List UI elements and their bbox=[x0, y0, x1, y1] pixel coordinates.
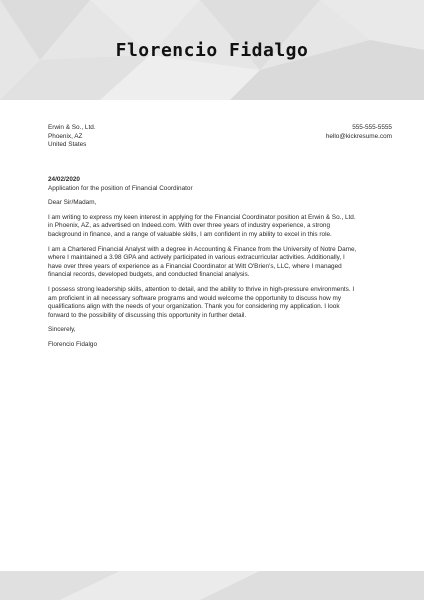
paragraph-2 bbox=[48, 246, 394, 280]
letter-closing: Sincerely, bbox=[48, 326, 76, 334]
paragraph-line: in Phoenix, AZ, as advertised on Indeed.com. With over three years of industry experience, a strong bbox=[48, 222, 331, 230]
recipient-country: United States bbox=[48, 141, 87, 149]
phone-number: 555-555-5555 bbox=[352, 124, 392, 131]
recipient-city: Phoenix, AZ bbox=[48, 132, 83, 140]
header-banner bbox=[0, 0, 424, 100]
applicant-name: Florencio Fidalgo bbox=[115, 40, 309, 61]
paragraph-1 bbox=[48, 214, 394, 240]
paragraph-line: background in finance, and a range of valuable skills, I am confident in my ability to excel in this role. bbox=[48, 230, 332, 238]
paragraph-line: where I maintained a 3.98 GPA and actively participated in various extracurricular activities. Additionally, I bbox=[48, 254, 345, 262]
footer-banner bbox=[0, 571, 424, 600]
paragraph-line: financial records, developed budgets, and conducted financial analysis. bbox=[48, 271, 250, 279]
paragraph-line: forward to the possibility of discussing this opportunity in further detail. bbox=[48, 311, 247, 319]
recipient-company: Erwin & So., Ltd. bbox=[48, 124, 96, 131]
letter-salutation: Dear Sir/Madam, bbox=[48, 199, 97, 207]
email-address: hello@kickresume.com bbox=[325, 132, 392, 140]
letter-body bbox=[48, 176, 394, 350]
paragraph-line: I am a Chartered Financial Analyst with a degree in Accounting & Finance from the University of Notre Dame, bbox=[48, 245, 357, 253]
contact-info bbox=[192, 124, 392, 141]
letter-subject: Application for the position of Financial Coordinator bbox=[48, 184, 193, 192]
paragraph-3 bbox=[48, 286, 394, 320]
footer-pattern bbox=[0, 571, 424, 600]
paragraph-line: have over three years of experience as a Financial Coordinator at Witt O'Brien's, LLC, where I managed bbox=[48, 262, 342, 270]
paragraph-line: I am writing to express my keen interest in applying for the Financial Coordinator position at Erwin & So., Ltd. bbox=[48, 213, 356, 221]
letter-signature: Florencio Fidalgo bbox=[48, 340, 98, 348]
paragraph-line: I possess strong leadership skills, attention to detail, and the ability to thrive in high-pressure environments. I bbox=[48, 285, 355, 293]
paragraph-line: qualifications align with the needs of your organization. Thank you for considering my application. I look bbox=[48, 303, 340, 311]
letter-date: 24/02/2020 bbox=[48, 176, 80, 183]
paragraph-line: am proficient in all necessary software programs and would welcome the opportunity to discuss how my bbox=[48, 294, 342, 302]
